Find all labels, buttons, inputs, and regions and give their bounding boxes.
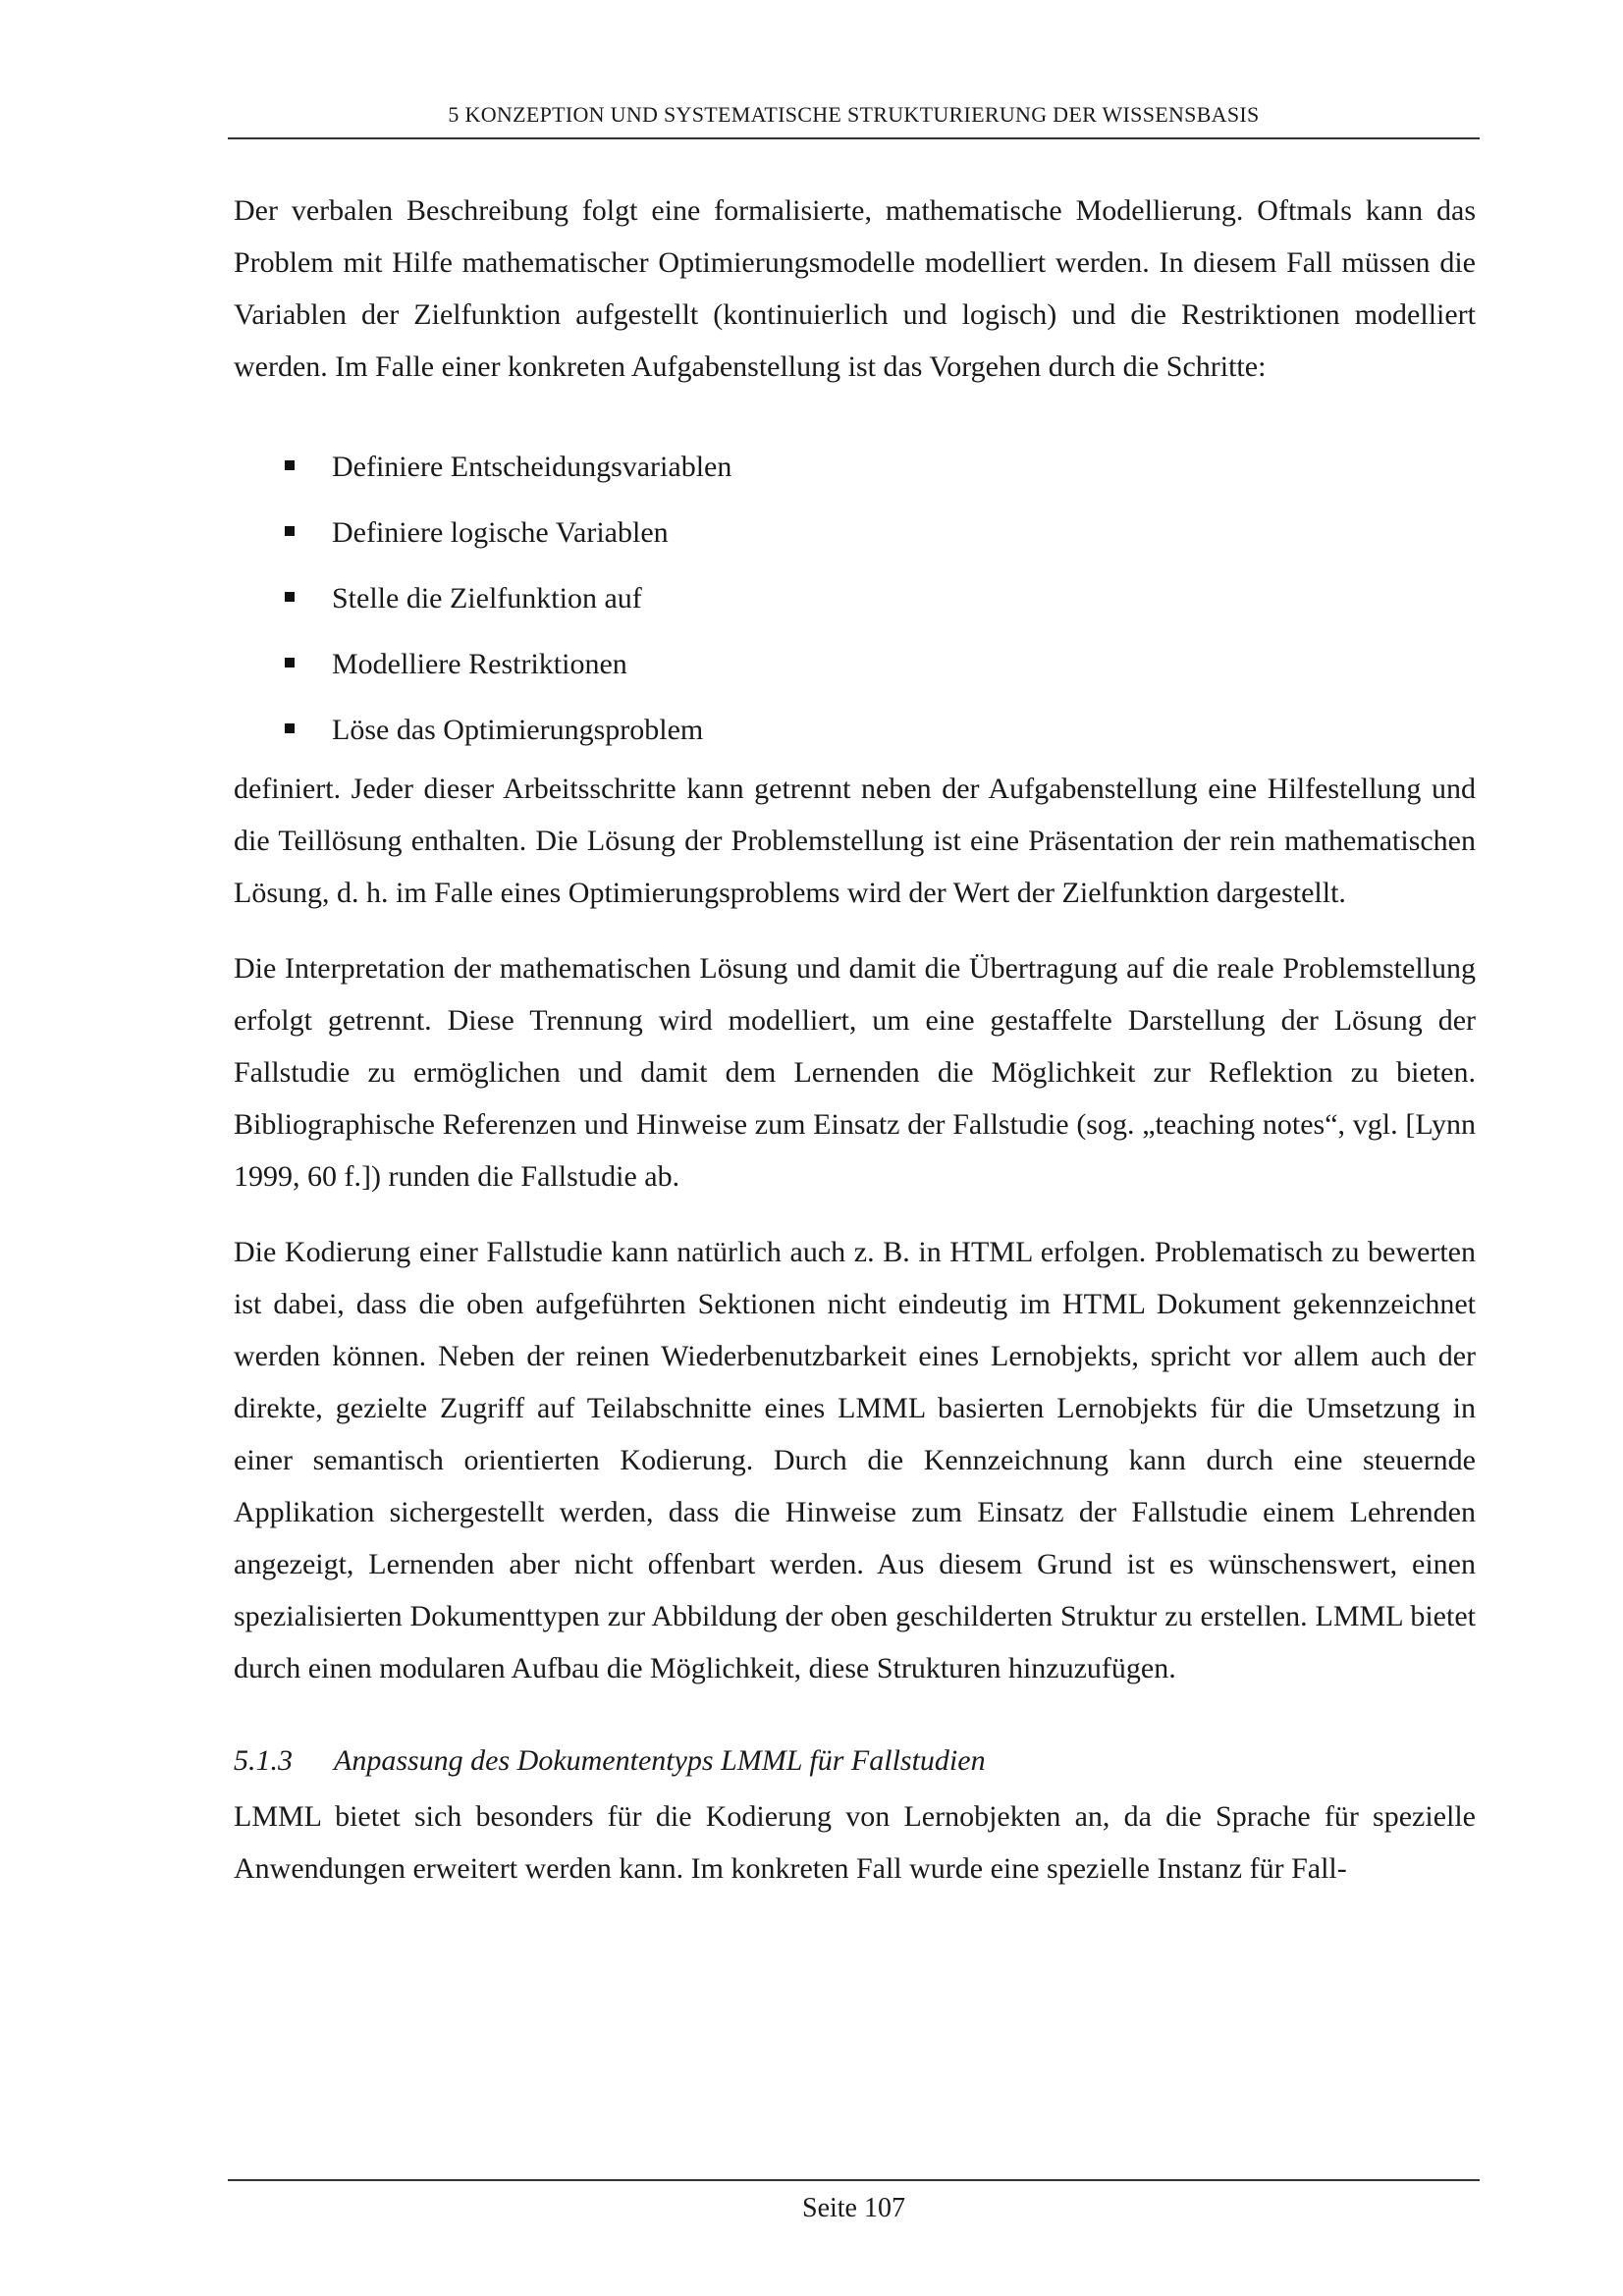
- list-item: [234, 500, 1476, 565]
- list-item: [234, 697, 1476, 763]
- square-bullet-icon: [285, 592, 295, 602]
- page-footer: [228, 2179, 1480, 2224]
- paragraph-steps-defined: definiert. Jeder dieser Arbeitsschritte kann getrennt neben der Aufgabenstellung eine Hilfestellung und die Teillösung enthalten. Die Lösung der Problemstellung ist eine Präsentation der rein mathematischen Lösung, d. h. im Falle eines Optimierungsproblems wird der Wert der Zielfunktion dargestellt.: [234, 773, 1476, 909]
- square-bullet-icon: [285, 460, 295, 470]
- square-bullet-icon: [285, 723, 295, 733]
- list-item-label: Löse das Optimierungsproblem: [332, 714, 704, 746]
- paragraph-interpretation: Die Interpretation der mathematischen Lösung und damit die Übertragung auf die reale Problemstellung erfolgt getrennt. Diese Trennung wird modelliert, um eine gestaffelte Darstellung der Lösung der Fallstudie zu ermöglichen und damit dem Lernenden die Möglichkeit zur Reflektion zu bieten. Bibliographische Referenzen und Hinweise zum Einsatz der Fallstudie (sog. „teaching notes“, vgl. [Lynn 1999, 60 f.]) runden die Fallstudie ab.: [234, 952, 1476, 1193]
- list-item: [234, 434, 1476, 500]
- section-number: 5.1.3: [234, 1744, 293, 1777]
- list-item-label: Definiere logische Variablen: [332, 516, 669, 549]
- paragraph-section-body: LMML bietet sich besonders für die Kodierung von Lernobjekten an, da die Sprache für spezielle Anwendungen erweitert werden kann. Im konkreten Fall wurde eine spezielle Instanz für Fall-: [234, 1800, 1476, 1885]
- paragraph-coding: Die Kodierung einer Fallstudie kann natürlich auch z. B. in HTML erfolgen. Problematisch zu bewerten ist dabei, dass die oben aufgeführten Sektionen nicht eindeutig im HTML Dokument gekennzeichnet werden können. Neben der reinen Wiederbenutzbarkeit eines Lernobjekts, spricht vor allem auch der direkte, gezielte Zugriff auf Teilabschnitte eines LMML basierten Lernobjekts für die Umsetzung in einer semantisch orientierten Kodierung. Durch die Kennzeichnung kann durch eine steuernde Applikation sichergestellt werden, dass die Hinweise zum Einsatz der Fallstudie einem Lehrenden angezeigt, Lernenden aber nicht offenbart werden. Aus diesem Grund ist es wünschenswert, einen spezialisierten Dokumenttypen zur Abbildung der oben geschilderten Struktur zu erstellen. LMML bietet durch einen modularen Aufbau die Möglichkeit, diese Strukturen hinzuzufügen.: [234, 1236, 1476, 1684]
- list-item-label: Definiere Entscheidungsvariablen: [332, 451, 732, 483]
- square-bullet-icon: [285, 658, 295, 667]
- square-bullet-icon: [285, 526, 295, 536]
- page-number: Seite 107: [802, 2193, 905, 2223]
- page-content: [234, 185, 1476, 1895]
- list-item-label: Modelliere Restriktionen: [332, 648, 627, 680]
- paragraph-intro: Der verbalen Beschreibung folgt eine formalisierte, mathematische Modellierung. Oftmals kann das Problem mit Hilfe mathematischer Optimierungsmodelle modelliert werden. In diesem Fall müssen die Variablen der Zielfunktion aufgestellt (kontinuierlich und logisch) und die Restriktionen modelliert werden. Im Falle einer konkreten Aufgabenstellung ist das Vorgehen durch die Schritte:: [234, 194, 1476, 383]
- chapter-number: 5: [448, 102, 460, 127]
- header-text: [448, 102, 1259, 128]
- list-item-label: Stelle die Zielfunktion auf: [332, 582, 642, 614]
- steps-list: [234, 434, 1476, 763]
- list-item: [234, 565, 1476, 631]
- chapter-title: KONZEPTION UND SYSTEMATISCHE STRUKTURIERUNG DER WISSENSBASIS: [464, 102, 1260, 127]
- page-header: [228, 98, 1480, 139]
- section-title: Anpassung des Dokumententyps LMML für Fallstudien: [334, 1744, 986, 1777]
- list-item: [234, 631, 1476, 697]
- section-heading: [234, 1732, 1476, 1790]
